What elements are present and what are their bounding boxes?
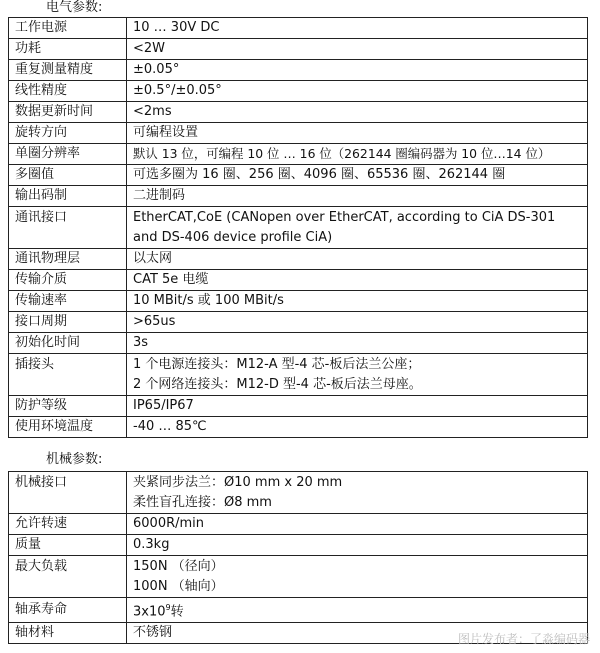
param-label: 数据更新时间 <box>9 102 127 123</box>
table-row <box>9 333 588 354</box>
param-value: 二进制码 <box>127 186 588 207</box>
param-label: 工作电源 <box>9 18 127 39</box>
param-value: <2W <box>127 39 588 60</box>
param-label: 机械接口 <box>9 472 127 514</box>
load-line: 100N （轴向） <box>133 578 224 594</box>
param-value: >65us <box>127 312 588 333</box>
table-row <box>9 312 588 333</box>
bearing-life-unit: 转 <box>170 604 184 620</box>
table-row <box>9 81 588 102</box>
param-value: 6000R/min <box>127 514 588 535</box>
table-row <box>9 249 588 270</box>
param-label: 传输速率 <box>9 291 127 312</box>
table-row <box>9 207 588 249</box>
table-row <box>9 60 588 81</box>
table-row <box>9 472 588 514</box>
table-row <box>9 556 588 598</box>
param-label: 旋转方向 <box>9 123 127 144</box>
electrical-params-table <box>8 17 588 438</box>
param-value: IP65/IP67 <box>127 396 588 417</box>
bearing-life-exponent: 9 <box>165 603 171 612</box>
param-value: 不锈钢 <box>127 623 588 644</box>
param-value <box>127 354 588 396</box>
table-row <box>9 102 588 123</box>
mechanical-params-table <box>8 471 588 644</box>
param-value: <2ms <box>127 102 588 123</box>
table-row <box>9 144 588 165</box>
table-row <box>9 18 588 39</box>
param-label: 接口周期 <box>9 312 127 333</box>
param-label: 输出码制 <box>9 186 127 207</box>
param-label: 传输介质 <box>9 270 127 291</box>
param-label: 插接头 <box>9 354 127 396</box>
table-row <box>9 291 588 312</box>
param-label: 通讯接口 <box>9 207 127 249</box>
param-label: 最大负载 <box>9 556 127 598</box>
param-value: 10 MBit/s 或 100 MBit/s <box>127 291 588 312</box>
param-value: 默认 13 位，可编程 10 位 … 16 位（262144 圈编码器为 10 位…14 位） <box>127 144 588 165</box>
param-value: -40 … 85℃ <box>127 417 588 438</box>
param-value: 3s <box>127 333 588 354</box>
interface-line: 柔性盲孔连接：Ø8 mm <box>133 494 272 510</box>
table-row <box>9 598 588 623</box>
param-value: EtherCAT,CoE (CANopen over EtherCAT, according to CiA DS-301 and DS-406 device profile CiA) <box>127 207 588 249</box>
param-label: 通讯物理层 <box>9 249 127 270</box>
table-row <box>9 354 588 396</box>
param-label: 单圈分辨率 <box>9 144 127 165</box>
table-row <box>9 514 588 535</box>
param-value: ±0.05° <box>127 60 588 81</box>
param-value <box>127 472 588 514</box>
bearing-life-base: 3x10 <box>133 604 166 620</box>
param-label: 功耗 <box>9 39 127 60</box>
param-label: 防护等级 <box>9 396 127 417</box>
table-row <box>9 417 588 438</box>
param-label: 线性精度 <box>9 81 127 102</box>
table-row <box>9 39 588 60</box>
param-label: 初始化时间 <box>9 333 127 354</box>
param-value: 以太网 <box>127 249 588 270</box>
param-value <box>127 556 588 598</box>
interface-line: 夹紧同步法兰：Ø10 mm x 20 mm <box>133 474 343 490</box>
publisher-watermark: 图片发布者：了淼编码器 <box>457 632 590 646</box>
table-row <box>9 535 588 556</box>
param-label: 允许转速 <box>9 514 127 535</box>
mechanical-section-title: 机械参数: <box>46 452 103 467</box>
param-value: 10 … 30V DC <box>127 18 588 39</box>
param-value <box>127 598 588 623</box>
table-row <box>9 123 588 144</box>
param-label: 多圈值 <box>9 165 127 186</box>
param-value: ±0.5°/±0.05° <box>127 81 588 102</box>
table-row <box>9 270 588 291</box>
table-row <box>9 165 588 186</box>
electrical-section-title: 电气参数: <box>46 0 103 15</box>
param-value: 0.3kg <box>127 535 588 556</box>
load-line: 150N （径向） <box>133 558 224 574</box>
param-value: CAT 5e 电缆 <box>127 270 588 291</box>
table-row <box>9 396 588 417</box>
param-value: 可选多圈为 16 圈、256 圈、4096 圈、65536 圈、262144 圈 <box>127 165 588 186</box>
param-label: 重复测量精度 <box>9 60 127 81</box>
table-row <box>9 186 588 207</box>
param-label: 轴材料 <box>9 623 127 644</box>
connector-line: 2 个网络连接头：M12-D 型-4 芯-板后法兰母座。 <box>133 376 422 392</box>
param-value: 可编程设置 <box>127 123 588 144</box>
connector-line: 1 个电源连接头：M12-A 型-4 芯-板后法兰公座； <box>133 356 421 372</box>
param-label: 使用环境温度 <box>9 417 127 438</box>
param-label: 质量 <box>9 535 127 556</box>
param-label: 轴承寿命 <box>9 598 127 623</box>
